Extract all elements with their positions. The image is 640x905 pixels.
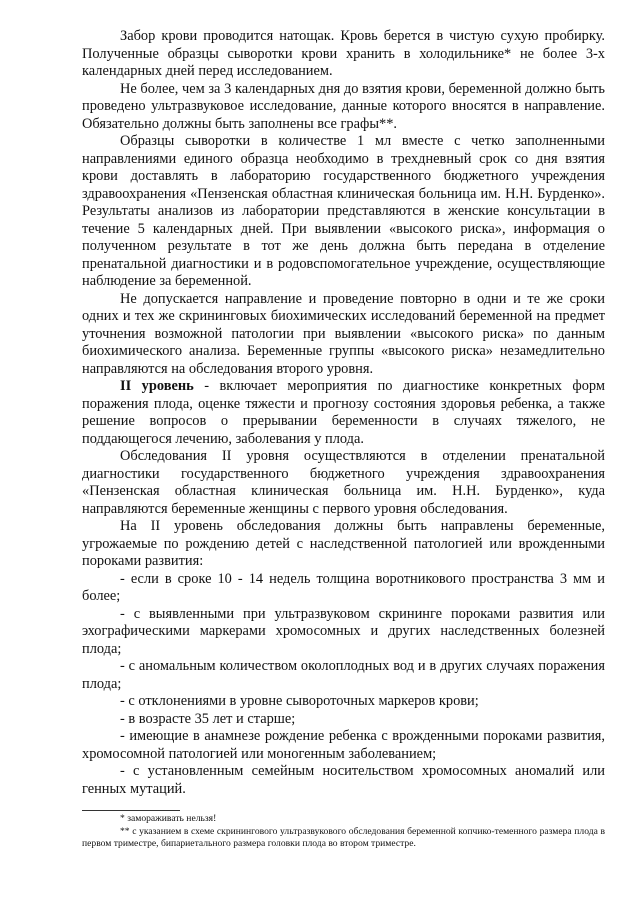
- list-item: - в возрасте 35 лет и старше;: [120, 710, 296, 727]
- paragraph-referral-criteria: На II уровень обследования должны быть направлены беременные, угрожаемые по рождению детей с наследственной патологией или врожденными пороками развития:: [82, 518, 605, 569]
- footnote-ultrasound-details: ** с указанием в схеме скринингового ультразвукового обследования беременной копчико-теменного размера плода в первом триместре, бипариетального размера головки плода во втором триместре.: [82, 825, 605, 849]
- footnote-no-freezing: * замораживать нельзя!: [120, 813, 217, 824]
- paragraph-level-two: [82, 378, 605, 448]
- list-item: - с отклонениями в уровне сывороточных маркеров крови;: [120, 693, 479, 709]
- paragraph-blood-sampling: Забор крови проводится натощак. Кровь берется в чистую сухую пробирку. Полученные образцы сыворотки крови хранить в холодильнике* не более 3-х календарных дней перед исследованием.: [82, 28, 605, 79]
- list-item: - с установленным семейным носительством хромосомных аномалий или генных мутаций.: [82, 763, 605, 797]
- level-two-text: - включает мероприятия по диагностике конкретных форм поражения плода, оценке тяжести и прогнозу состояния здоровья ребенка, а также решение вопросов о прерывании беременности в случаях тяжелого, не поддающегося лечению, заболевания у плода.: [82, 378, 605, 447]
- list-item: - с выявленными при ультразвуковом скрининге пороками развития или эхографическими маркерами хромосомных и других наследственных болезней плода;: [82, 605, 605, 657]
- main-text: [82, 28, 605, 798]
- paragraph-repeat-restriction: Не допускается направление и проведение повторно в одни и те же сроки одних и тех же скрининговых биохимических исследований беременной на предмет уточнения возможной патологии при выявлении «высокого риска» по данным биохимического анализа. Беременные группы «высокого риска» незамедлительно направляются на обследования второго уровня.: [82, 290, 605, 377]
- paragraph-ultrasound: Не более, чем за 3 календарных дня до взятия крови, беременной должно быть проведено ультразвуковое исследование, данные которого вносятся в направление. Обязательно должны быть заполнены все графы**.: [82, 80, 605, 132]
- footnote-separator: [82, 810, 180, 811]
- level-two-heading: II уровень: [120, 378, 194, 394]
- list-item: - если в сроке 10 - 14 недель толщина воротникового пространства 3 мм и более;: [82, 570, 605, 604]
- paragraph-level-two-location: Обследования II уровня осуществляются в отделении пренатальной диагностики государственного бюджетного учреждения здравоохранения «Пензенская областная клиническая больница им. Н.Н. Бурденко», куда направляются беременные женщины с первого уровня обследования.: [82, 448, 605, 517]
- list-item: - имеющие в анамнезе рождение ребенка с врожденными пороками развития, хромосомной патологией или моногенным заболеванием;: [82, 728, 605, 762]
- list-item: - с аномальным количеством околоплодных вод и в других случаях поражения плода;: [82, 658, 605, 692]
- footnotes: [82, 813, 605, 851]
- paragraph-serum-delivery: Образцы сыворотки в количестве 1 мл вместе с четко заполненными направлениями единого образца необходимо в трехдневный срок со дня взятия крови доставлять в лабораторию государственного бюджетного учреждения здравоохранения «Пензенская областная клиническая больница им. Н.Н. Бурденко». Результаты анализов из лаборатории представляются в женские консультации в течение 5 календарных дней. При выявлении «высокого риска», информация о полученном результате в тот же день должна быть передана в отделение пренатальной диагностики и в родовспомогательное учреждение, осуществляющие наблюдение за беременной.: [82, 133, 605, 289]
